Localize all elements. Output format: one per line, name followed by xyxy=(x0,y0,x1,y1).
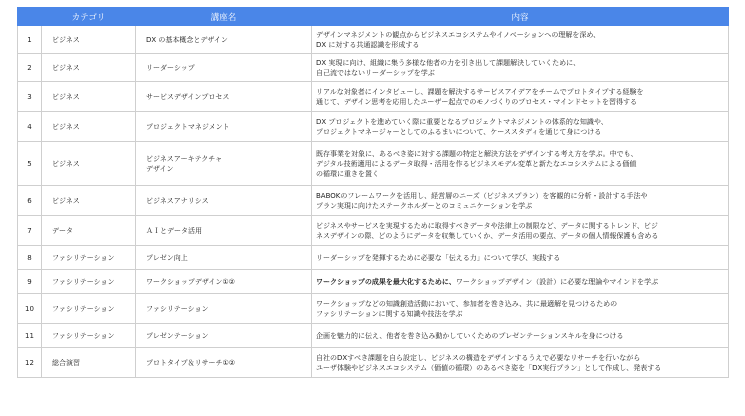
content-line: の循環に重きを置く xyxy=(316,169,379,178)
row-category: ファシリテーション xyxy=(42,246,136,270)
row-category: ビジネス xyxy=(42,142,136,186)
content-line: ビジネスやサービスを実現するために取得すべきデータや法律上の制限など、データに関するトレンド、ビジ xyxy=(316,221,658,230)
course-line: プレゼン向上 xyxy=(146,253,188,262)
row-category: ファシリテーション xyxy=(42,324,136,348)
course-line: ビジネスアナリシス xyxy=(146,196,209,205)
content-line: ユーザ体験やビジネスエコシステム（価値の循環）のあるべき姿を「DX実行プラン」として作成し、発表する xyxy=(316,363,662,372)
row-category: ビジネス xyxy=(42,186,136,216)
row-number: 11 xyxy=(18,324,42,348)
row-content xyxy=(312,294,729,324)
header-row xyxy=(18,8,729,26)
row-number: 7 xyxy=(18,216,42,246)
content-line: DX プロジェクトを進めていく際に重要となるプロジェクトマネジメントの体系的な知識や、 xyxy=(316,117,608,126)
row-number: 5 xyxy=(18,142,42,186)
course-line: ビジネスアーキテクチャ xyxy=(146,154,223,163)
header-course: 講座名 xyxy=(136,8,312,26)
row-content xyxy=(312,270,729,294)
row-category: 総合演習 xyxy=(42,348,136,378)
row-category: ビジネス xyxy=(42,26,136,54)
table-row xyxy=(18,246,729,270)
row-course xyxy=(136,112,312,142)
content-line: 既存事業を対象に、あるべき姿に対する課題の特定と解決方法をデザインする考え方を学ぶ。中でも、 xyxy=(316,149,638,158)
content-line: デザインマネジメントの観点からビジネスエコシステムやイノベーションへの理解を深め、 xyxy=(316,30,601,39)
content-line: デジタル技術適用によるデータ取得・活用を作るビジネスモデル変革と新たなエコシステムによる価値 xyxy=(316,159,637,168)
row-course xyxy=(136,246,312,270)
row-number: 1 xyxy=(18,26,42,54)
table-row xyxy=(18,112,729,142)
table-row xyxy=(18,294,729,324)
row-course xyxy=(136,26,312,54)
content-line: リーダーシップを発揮するために必要な「伝える力」について学び、実践する xyxy=(316,253,561,262)
row-course xyxy=(136,348,312,378)
curriculum-table xyxy=(17,7,729,378)
row-content xyxy=(312,142,729,186)
row-category: ファシリテーション xyxy=(42,294,136,324)
table-row xyxy=(18,142,729,186)
row-category: ビジネス xyxy=(42,82,136,112)
row-course xyxy=(136,186,312,216)
content-line: リアルな対象者にインタビューし、課題を解決するサービスアイデアをチームでプロトタイプする経験を xyxy=(316,87,644,96)
row-content xyxy=(312,186,729,216)
course-line: ワークショップデザイン①② xyxy=(146,277,235,286)
course-line: プレゼンテーション xyxy=(146,331,209,340)
row-number: 9 xyxy=(18,270,42,294)
row-course xyxy=(136,270,312,294)
row-course xyxy=(136,324,312,348)
course-line: デザイン xyxy=(146,164,174,173)
table-row xyxy=(18,348,729,378)
course-line: ファシリテーション xyxy=(146,304,209,313)
row-number: 12 xyxy=(18,348,42,378)
content-line: 自社のDXすべき課題を自ら設定し、ビジネスの構造をデザインするうえで必要なリサーチを行いながら xyxy=(316,353,641,362)
content-line: 通じて、デザイン思考を応用したユーザー起点でのモノづくりのプロセス・マインドセットを習得する xyxy=(316,97,637,106)
row-number: 4 xyxy=(18,112,42,142)
row-content xyxy=(312,246,729,270)
row-course xyxy=(136,82,312,112)
header-content: 内容 xyxy=(312,8,729,26)
course-line: リーダーシップ xyxy=(146,63,195,72)
header-no xyxy=(18,8,42,26)
course-line: プロトタイプ＆リサーチ①② xyxy=(146,358,236,367)
row-number: 3 xyxy=(18,82,42,112)
table-row xyxy=(18,270,729,294)
content-line: 自己流ではないリーダーシップを学ぶ xyxy=(316,68,435,77)
row-content xyxy=(312,112,729,142)
table-row xyxy=(18,82,729,112)
row-category: ビジネス xyxy=(42,112,136,142)
row-number: 8 xyxy=(18,246,42,270)
content-line: 企画を魅力的に伝え、他者を巻き込み動かしていくためのプレゼンテーションスキルを身につける xyxy=(316,331,624,340)
row-category: ビジネス xyxy=(42,54,136,82)
row-number: 10 xyxy=(18,294,42,324)
row-category: ファシリテーション xyxy=(42,270,136,294)
header-category: カテゴリ xyxy=(42,8,136,26)
table-row xyxy=(18,216,729,246)
table-row xyxy=(18,26,729,54)
content-line: DX に対する共通認識を形成する xyxy=(316,40,420,49)
content-emphasis: ワークショップの成果を最大化するために、 xyxy=(316,277,456,286)
content-line: DX 実現に向け、組織に集う多様な他者の力を引き出して課題解決していくために、 xyxy=(316,58,581,67)
course-line: サービスデザインプロセス xyxy=(146,92,230,101)
course-line: ＡＩとデータ活用 xyxy=(146,226,202,235)
content-line: ファシリテーションに関する知識や技法を学ぶ xyxy=(316,309,463,318)
row-content xyxy=(312,216,729,246)
table-row xyxy=(18,54,729,82)
content-line: BABOKのフレームワークを活用し、経営層のニーズ（ビジネスプラン）を客観的に分析・設計する手法や xyxy=(316,191,648,200)
row-course xyxy=(136,54,312,82)
row-course xyxy=(136,294,312,324)
row-number: 6 xyxy=(18,186,42,216)
content-line: プラン実現に向けたステークホルダーとのコミュニケーションを学ぶ xyxy=(316,201,533,210)
row-content xyxy=(312,26,729,54)
curriculum-table-container xyxy=(17,7,728,378)
row-number: 2 xyxy=(18,54,42,82)
row-course xyxy=(136,216,312,246)
course-line: DX の基本概念とデザイン xyxy=(146,35,228,44)
content-line xyxy=(316,277,724,287)
content-rest: ワークショップデザイン（設計）に必要な理論やマインドを学ぶ xyxy=(455,277,659,286)
table-row xyxy=(18,186,729,216)
content-line: プロジェクトマネージャーとしてのふるまいについて、ケーススタディを通じて身につける xyxy=(316,127,602,136)
row-content xyxy=(312,82,729,112)
content-line: ネスデザインの際、どのようにデータを収集していくか、データ活用の要点、データの個人情報保護も含める xyxy=(316,231,659,240)
row-content xyxy=(312,54,729,82)
course-line: プロジェクトマネジメント xyxy=(146,122,230,131)
row-course xyxy=(136,142,312,186)
row-content xyxy=(312,324,729,348)
row-content xyxy=(312,348,729,378)
table-row xyxy=(18,324,729,348)
row-category: データ xyxy=(42,216,136,246)
content-line: ワークショップなどの知識創造活動において、参加者を巻き込み、共に最適解を見つけるための xyxy=(316,299,618,308)
